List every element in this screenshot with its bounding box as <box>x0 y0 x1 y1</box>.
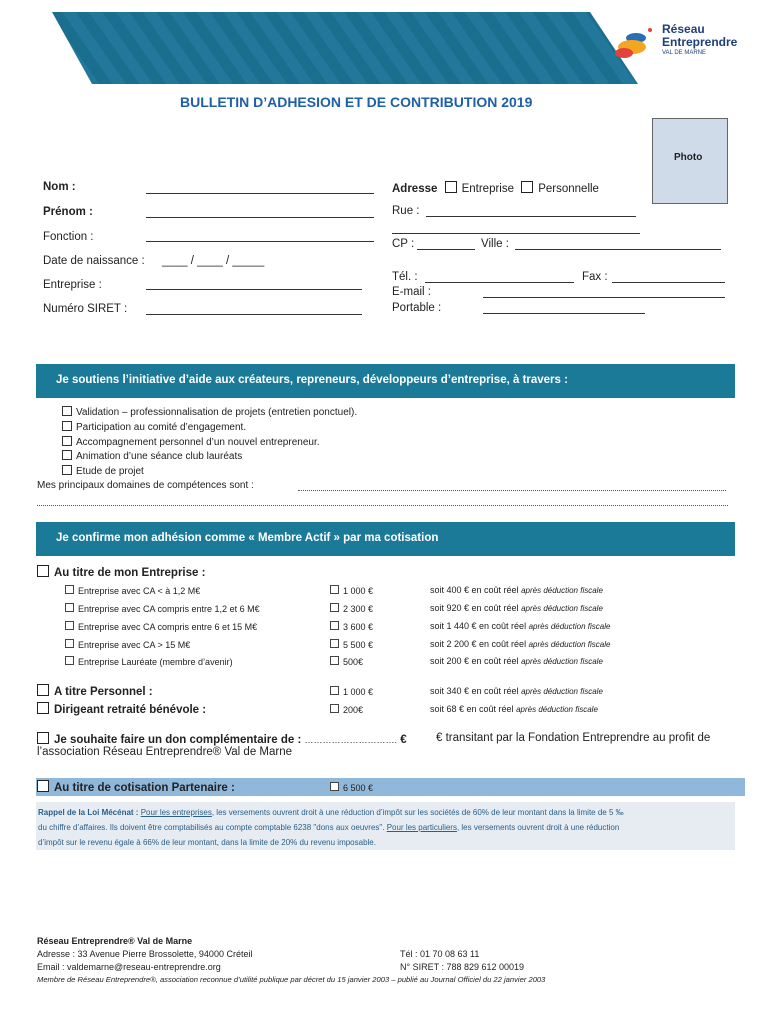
checkbox-icon[interactable] <box>330 686 339 695</box>
option-personnelle: Personnelle <box>538 183 599 195</box>
cp-field[interactable] <box>417 249 475 250</box>
mecenat-link-particuliers[interactable]: Pour les particuliers <box>386 823 457 832</box>
checkbox-personnelle[interactable] <box>521 181 533 193</box>
reseau-entreprendre-logo <box>610 22 760 62</box>
cotisation-row-cost: soit 200 € en coût réel après déduction fiscale <box>430 656 603 666</box>
personnel-amount[interactable]: 1 000 € <box>330 686 373 697</box>
domaines-field-2[interactable] <box>37 505 728 506</box>
portable-field[interactable] <box>483 313 645 314</box>
checkbox-icon[interactable] <box>65 639 74 648</box>
retraite-cost: soit 68 € en coût réel après déduction fiscale <box>430 704 598 714</box>
checkbox-icon[interactable] <box>62 406 72 416</box>
support-band-text: Je soutiens l’initiative d’aide aux créateurs, repreneurs, développeurs d’entreprise, à travers : <box>56 374 568 386</box>
mecenat-line-2: du chiffre d’affaires. Ils doivent être comptabilisés au compte comptable 6238 "dons aux oeuvres". Pour les particuliers, les versements ouvrent droit à une réduction <box>38 823 620 832</box>
fax-label: Fax : <box>582 271 608 283</box>
mecenat-link-entreprises[interactable]: Pour les entreprises <box>140 808 212 817</box>
checkbox-icon[interactable] <box>62 436 72 446</box>
nom-label: Nom : <box>43 181 76 193</box>
checkbox-icon[interactable] <box>330 621 339 630</box>
rue-label: Rue : <box>392 205 420 217</box>
mecenat-line-1: Rappel de la Loi Mécénat : Pour les entreprises, les versements ouvrent droit à une réduction d’impôt sur les sociétés de 60% de leur montant dans la limite de 5 ‰ <box>38 808 624 817</box>
logo-line-3: VAL DE MARNE <box>662 50 707 56</box>
rue-field[interactable] <box>426 216 636 217</box>
option-entreprise: Entreprise <box>461 183 515 195</box>
siret-label: Numéro SIRET : <box>43 303 128 315</box>
checkbox-icon[interactable] <box>65 585 74 594</box>
personnel-option[interactable]: A titre Personnel : <box>37 684 153 698</box>
checkbox-icon[interactable] <box>62 450 72 460</box>
domaines-label: Mes principaux domaines de compétences sont : <box>37 480 254 491</box>
cotisation-row-label[interactable]: Entreprise avec CA compris entre 1,2 et 6 M€ <box>65 603 260 614</box>
portable-label: Portable : <box>392 302 442 314</box>
domaines-field[interactable] <box>298 490 726 491</box>
rue-field-2[interactable] <box>392 233 640 234</box>
nom-field[interactable] <box>146 193 374 194</box>
footer-siret: N° SIRET : 788 829 612 00019 <box>400 962 525 972</box>
mecenat-line-3: d’impôt sur le revenu égale à 66% de leur montant, dans la limite de 20% du revenu imposable. <box>38 838 376 847</box>
cotisation-row-cost: soit 2 200 € en coût réel après déduction fiscale <box>430 639 611 649</box>
adresse-row <box>392 181 599 195</box>
cotisation-band-text: Je confirme mon adhésion comme « Membre Actif » par ma cotisation <box>56 532 439 544</box>
photo-box[interactable] <box>652 118 728 204</box>
partenaire-option[interactable]: Au titre de cotisation Partenaire : <box>37 780 235 794</box>
personnel-cost: soit 340 € en coût réel après déduction fiscale <box>430 686 603 696</box>
logo-mark-icon <box>610 24 660 64</box>
logo-line-1: Réseau <box>662 22 705 36</box>
cotisation-row-amount[interactable]: 2 300 € <box>330 603 373 614</box>
checkbox-icon[interactable] <box>37 565 49 577</box>
support-options <box>62 406 357 480</box>
fax-field[interactable] <box>612 282 725 283</box>
support-option[interactable]: Etude de projet <box>62 465 357 480</box>
don-amount-field[interactable]: …………………………. <box>304 735 398 745</box>
checkbox-icon[interactable] <box>330 782 339 791</box>
checkbox-icon[interactable] <box>37 732 49 744</box>
checkbox-icon[interactable] <box>330 704 339 713</box>
adresse-label: Adresse <box>392 183 438 195</box>
support-option[interactable]: Animation d’une séance club lauréats <box>62 450 357 465</box>
fonction-label: Fonction : <box>43 231 94 243</box>
email-field[interactable] <box>483 297 725 298</box>
cotisation-row-label[interactable]: Entreprise avec CA < à 1,2 M€ <box>65 585 200 596</box>
retraite-amount[interactable]: 200€ <box>330 704 363 715</box>
don-line-2: l’association Réseau Entreprendre® Val de Marne <box>37 746 293 758</box>
email-label: E-mail : <box>392 286 431 298</box>
prenom-field[interactable] <box>146 217 374 218</box>
cotisation-row-label[interactable]: Entreprise avec CA > 15 M€ <box>65 639 190 650</box>
don-line: Je souhaite faire un don complémentaire de : …………………………. € <box>37 732 734 746</box>
cotisation-band <box>36 522 735 556</box>
cp-label: CP : <box>392 238 415 250</box>
ville-field[interactable] <box>515 249 721 250</box>
checkbox-icon[interactable] <box>62 465 72 475</box>
page-title: BULLETIN D’ADHESION ET DE CONTRIBUTION 2019 <box>180 94 533 110</box>
footer-address: Adresse : 33 Avenue Pierre Brossolette, 94000 Créteil <box>37 949 253 959</box>
logo-line-2: Entreprendre <box>662 35 738 49</box>
mecenat-box <box>36 802 735 850</box>
cotisation-row-cost: soit 920 € en coût réel après déduction fiscale <box>430 603 603 613</box>
tel-label: Tél. : <box>392 271 418 283</box>
siret-field[interactable] <box>146 314 362 315</box>
cotisation-row-cost: soit 400 € en coût réel après déduction fiscale <box>430 585 603 595</box>
entreprise-label: Entreprise : <box>43 279 102 291</box>
cotisation-row-amount[interactable]: 1 000 € <box>330 585 373 596</box>
footer-email: Email : valdemarne@reseau-entreprendre.org <box>37 962 221 972</box>
checkbox-icon[interactable] <box>37 702 49 714</box>
cotisation-row-label[interactable]: Entreprise Lauréate (membre d’avenir) <box>65 656 233 667</box>
cotisation-row-amount[interactable]: 3 600 € <box>330 621 373 632</box>
footer-tel: Tél : 01 70 08 63 11 <box>400 949 480 959</box>
photo-label: Photo <box>674 152 703 163</box>
checkbox-entreprise[interactable] <box>445 181 457 193</box>
footer-note: Membre de Réseau Entreprendre®, association reconnue d’utilité publique par décret du 15 janvier 2003 – publié au Journal Officiel du 22 janvier 2003 <box>37 975 546 984</box>
partenaire-amount[interactable]: 6 500 € <box>330 782 373 793</box>
checkbox-icon[interactable] <box>37 684 49 696</box>
support-option[interactable]: Validation – professionnalisation de projets (entretien ponctuel). <box>62 406 357 421</box>
partenaire-row <box>36 778 745 796</box>
naissance-field[interactable]: ____ / ____ / _____ <box>162 255 265 267</box>
don-fondation-text: € transitant par la Fondation Entreprendre au profit de <box>436 732 711 744</box>
entreprise-title[interactable]: Au titre de mon Entreprise : <box>37 565 205 579</box>
entreprise-field[interactable] <box>146 289 362 290</box>
support-option[interactable]: Accompagnement personnel d’un nouvel entrepreneur. <box>62 436 357 451</box>
fonction-field[interactable] <box>146 241 374 242</box>
checkbox-icon[interactable] <box>330 585 339 594</box>
checkbox-icon[interactable] <box>330 639 339 648</box>
support-band <box>36 364 735 398</box>
checkbox-icon[interactable] <box>37 780 49 792</box>
cotisation-row-label[interactable]: Entreprise avec CA compris entre 6 et 15 M€ <box>65 621 257 632</box>
cotisation-row-cost: soit 1 440 € en coût réel après déduction fiscale <box>430 621 611 631</box>
prenom-label: Prénom : <box>43 206 93 218</box>
checkbox-icon[interactable] <box>330 603 339 612</box>
naissance-label: Date de naissance : <box>43 255 145 267</box>
footer-org: Réseau Entreprendre® Val de Marne <box>37 936 193 946</box>
support-option[interactable]: Participation au comité d’engagement. <box>62 421 357 436</box>
ville-label: Ville : <box>481 238 509 250</box>
checkbox-icon[interactable] <box>65 603 74 612</box>
tel-field[interactable] <box>425 282 574 283</box>
checkbox-icon[interactable] <box>65 656 74 665</box>
checkbox-icon[interactable] <box>65 621 74 630</box>
don-label: Je souhaite faire un don complémentaire de : <box>54 734 302 746</box>
checkbox-icon[interactable] <box>330 656 339 665</box>
cotisation-row-amount[interactable]: 5 500 € <box>330 639 373 650</box>
retraite-option[interactable]: Dirigeant retraité bénévole : <box>37 702 206 716</box>
checkbox-icon[interactable] <box>62 421 72 431</box>
cotisation-row-amount[interactable]: 500€ <box>330 656 363 667</box>
